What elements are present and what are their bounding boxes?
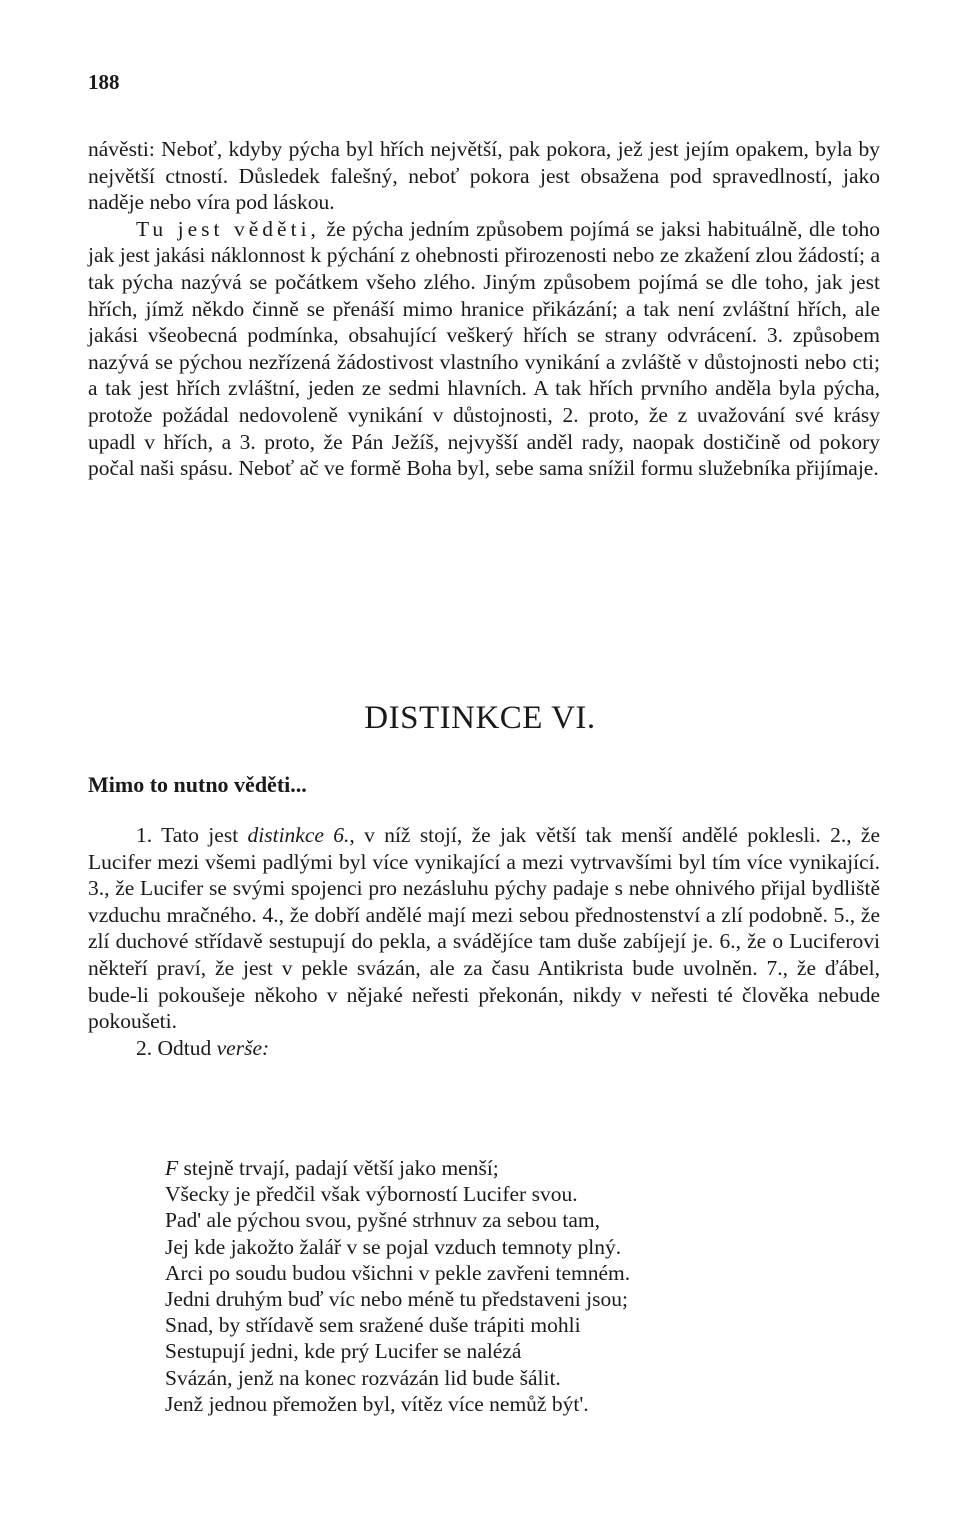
paragraph-3-start: 1. Tato jest [136, 823, 248, 847]
poem-line: Sestupují jedni, kde prý Lucifer se nalézá [165, 1339, 522, 1364]
poem-line: Všecky je předčil však výborností Lucifer svou. [165, 1182, 578, 1207]
paragraph-3-text: , v níž stojí, že jak větší tak menší andělé poklesli. 2., že Lucifer mezi všemi padlými byl více vynikající a mezi vytrvavšími byl tím více vynikající. 3., že Lucifer se svými spojenci pro nezásluhu pýchy padaje s nebe ohnivého přijal bydliště vzduchu mračného. 4., že dobří andělé mají mezi sebou přednostenství a zlí podobně. 5., že zlí duchové střídavě sestupují do pekla, a svádějíce tam duše zabíjejí je. 6., že o Luciferovi někteří praví, že jest v pekle svázán, ale za času Antikrista bude uvolněn. 7., že ďábel, bude-li pokoušeje někoho v nějaké neřesti překonán, nikdy v neřesti té člověka nebude pokoušeti. [88, 823, 880, 1034]
poem-line: Jedni druhým buď víc nebo méně tu představeni jsou; [165, 1287, 628, 1312]
poem-line: Svázán, jenž na konec rozvázán lid bude šálit. [165, 1365, 561, 1390]
paragraph-2-text: že pýcha jedním způsobem pojímá se jaksi habituálně, dle toho jak jest jakási náklonnost k pýchání z ohebnosti přirozenosti nebo ze zkažení zlou žádostí; a tak pýcha nazývá se počátkem všeho zlého. Jiným způsobem pojímá se dle toho, jak jest hřích, jímž někdo činně se přenáší mimo hranice přikázání; a tak není zvláštní hřích, ale jakási všeobecná podmínka, obsahující veškerý hřích se strany odvrácení. 3. způsobem nazývá se pýchou nezřízená žádostivost vlastního vynikání a zvláště v důstojnosti nebo cti; a tak jest hřích zvláštní, jeden ze sedmi hlavních. A tak hřích prvního anděla byla pýcha, protože požádal nedovoleně vynikání v důstojnosti, 2. proto, že z uvažování své krásy upadl v hřích, a 3. proto, že Pán Ježíš, nejvyšší anděl rady, naopak dostičině od pokory počal naši spásu. Neboť ač ve formě Boha byl, sebe sama snížil formu služebníka přijímaje. [88, 216, 880, 481]
poem-line-1-text: stejně trvají, padají větší jako menší; [178, 1156, 499, 1180]
poem-line [165, 1155, 865, 1181]
poem-initial: F [165, 1156, 179, 1180]
paragraph-4 [88, 1035, 880, 1062]
poem-line: Snad, by střídavě sem sražené duše trápiti mohli [165, 1313, 581, 1338]
subheading: Mimo to nutno věděti... [88, 772, 307, 797]
paragraph-2 [88, 216, 880, 482]
paragraph-1: návěsti: Neboť, kdyby pýcha byl hřích největší, pak pokora, jež jest jejím opakem, byla by největší ctností. Důsledek falešný, neboť pokora jest obsažena pod spravedlností, jako naděje nebo víra pod láskou. [88, 137, 880, 215]
poem-line: Pad' ale pýchou svou, pyšné strhnuv za sebou tam, [165, 1208, 600, 1233]
page-number: 188 [88, 70, 120, 94]
section-heading: DISTINKCE VI. [364, 700, 596, 736]
poem-line: Arci po soudu budou všichni v pekle zavřeni temném. [165, 1260, 631, 1285]
paragraph-4-start: 2. Odtud [136, 1035, 217, 1060]
poem-line: Jenž jednou přemožen byl, vítěz více nemůž být'. [165, 1391, 589, 1416]
paragraph-3 [88, 822, 880, 1035]
poem-line: Jej kde jakožto žalář v se pojal vzduch temnoty plný. [165, 1234, 622, 1259]
text-block-bottom [88, 822, 880, 1061]
paragraph-4-italic: verše: [216, 1035, 270, 1060]
spaced-phrase: Tu jest věděti, [136, 216, 320, 241]
text-block-top [88, 136, 880, 482]
poem [165, 1155, 865, 1417]
paragraph-3-italic: distinkce 6. [247, 823, 350, 847]
